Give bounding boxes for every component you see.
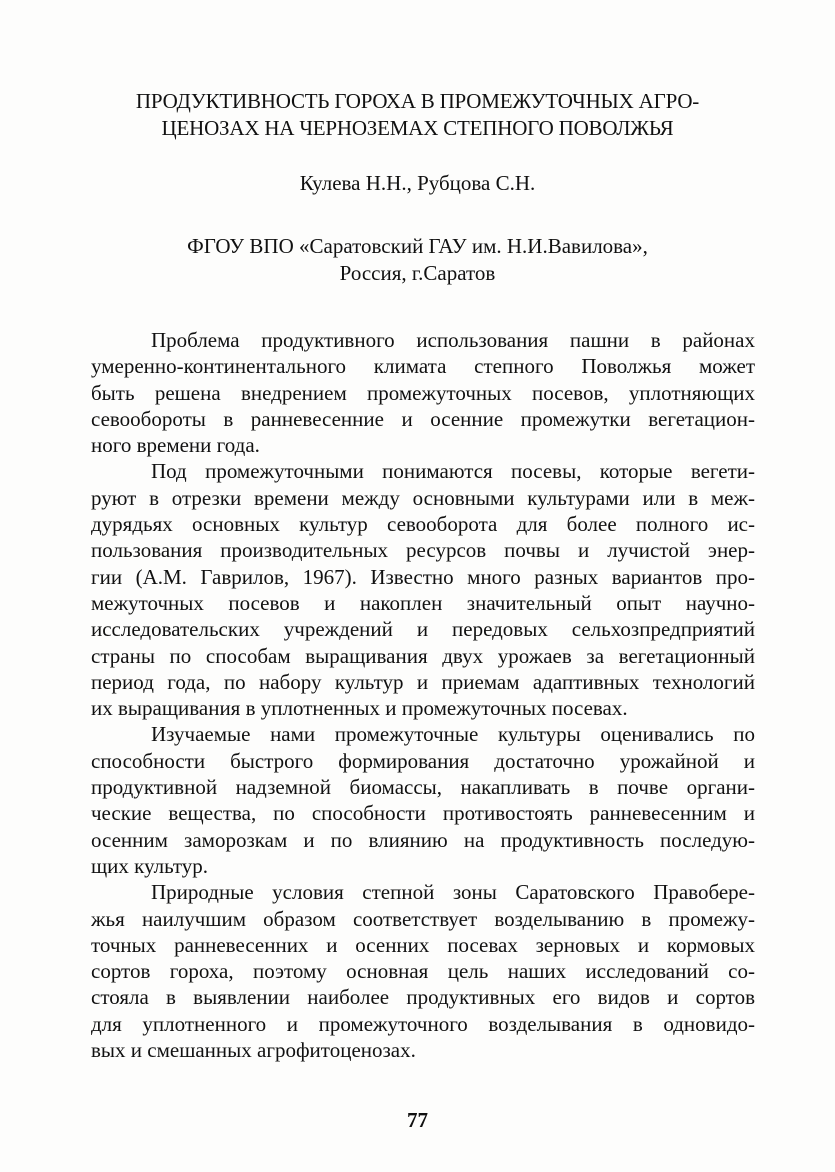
text-line: осенним заморозкам и по влиянию на продуктивность последую-: [91, 827, 755, 852]
text-line: руют в отрезки времени между основными культурами или в меж-: [91, 485, 755, 510]
text-line: период года, по набору культур и приемам адаптивных технологий: [91, 669, 755, 694]
paragraph: [91, 327, 755, 458]
paragraph: [91, 721, 755, 879]
text-line: стояла в выявлении наиболее продуктивных его видов и сортов: [91, 985, 755, 1010]
text-line: способности быстрого формирования достаточно урожайной и: [91, 748, 755, 773]
text-line: Проблема продуктивного использования пашни в районах: [151, 328, 755, 352]
text-line: умеренно-континентального климата степного Поволжья может: [91, 354, 755, 379]
paragraph: [91, 458, 755, 721]
affiliation-line: Россия, г.Саратов: [339, 261, 496, 285]
article-title: [80, 88, 755, 142]
text-line: щих культур.: [91, 853, 209, 878]
authors: Кулева Н.Н., Рубцова С.Н.: [299, 171, 536, 195]
text-line: вых и смешанных агрофитоценозах.: [91, 1038, 416, 1063]
text-line: дурядьях основных культур севооборота для более полного ис-: [91, 512, 755, 537]
text-line: ческие вещества, по способности противостоять ранневесенним и: [91, 801, 755, 826]
text-line: продуктивной надземной биомассы, накапливать в почве органи-: [91, 775, 755, 800]
title-line: ПРОДУКТИВНОСТЬ ГОРОХА В ПРОМЕЖУТОЧНЫХ АГРО-: [135, 89, 700, 113]
text-line: сортов гороха, поэтому основная цель наших исследований со-: [91, 959, 755, 984]
text-line: их выращивания в уплотненных и промежуточных посевах.: [91, 696, 628, 721]
paragraph: [91, 879, 755, 1063]
text-line: севообороты в ранневесенние и осенние промежутки вегетацион-: [91, 406, 755, 431]
text-line: межуточных посевов и накоплен значительный опыт научно-: [91, 590, 755, 615]
affiliation: [80, 233, 755, 287]
text-line: страны по способам выращивания двух урожаев за вегетационный: [91, 643, 755, 668]
text-line: жья наилучшим образом соответствует возделыванию в промежу-: [91, 906, 755, 931]
page-number: 77: [407, 1108, 428, 1132]
text-line: Под промежуточными понимаются посевы, которые вегети-: [151, 459, 755, 484]
text-line: быть решена внедрением промежуточных посевов, уплотняющих: [91, 380, 755, 405]
affiliation-line: ФГОУ ВПО «Саратовский ГАУ им. Н.И.Вавилова»,: [187, 234, 648, 258]
text-line: пользования производительных ресурсов почвы и лучистой энер-: [91, 538, 755, 563]
text-line: для уплотненного и промежуточного возделывания в одновидо-: [91, 1011, 755, 1036]
title-line: ЦЕНОЗАХ НА ЧЕРНОЗЕМАХ СТЕПНОГО ПОВОЛЖЬЯ: [161, 116, 674, 140]
text-line: гии (А.М. Гаврилов, 1967). Известно много разных вариантов про-: [91, 564, 755, 589]
text-line: ного времени года.: [91, 433, 260, 458]
article-body: [91, 327, 755, 1063]
text-line: Изучаемые нами промежуточные культуры оценивались по: [151, 722, 755, 747]
text-line: исследовательских учреждений и передовых сельхозпредприятий: [91, 617, 755, 642]
text-line: Природные условия степной зоны Саратовского Правобере-: [151, 880, 755, 905]
text-line: точных ранневесенних и осенних посевах зерновых и кормовых: [91, 932, 755, 957]
